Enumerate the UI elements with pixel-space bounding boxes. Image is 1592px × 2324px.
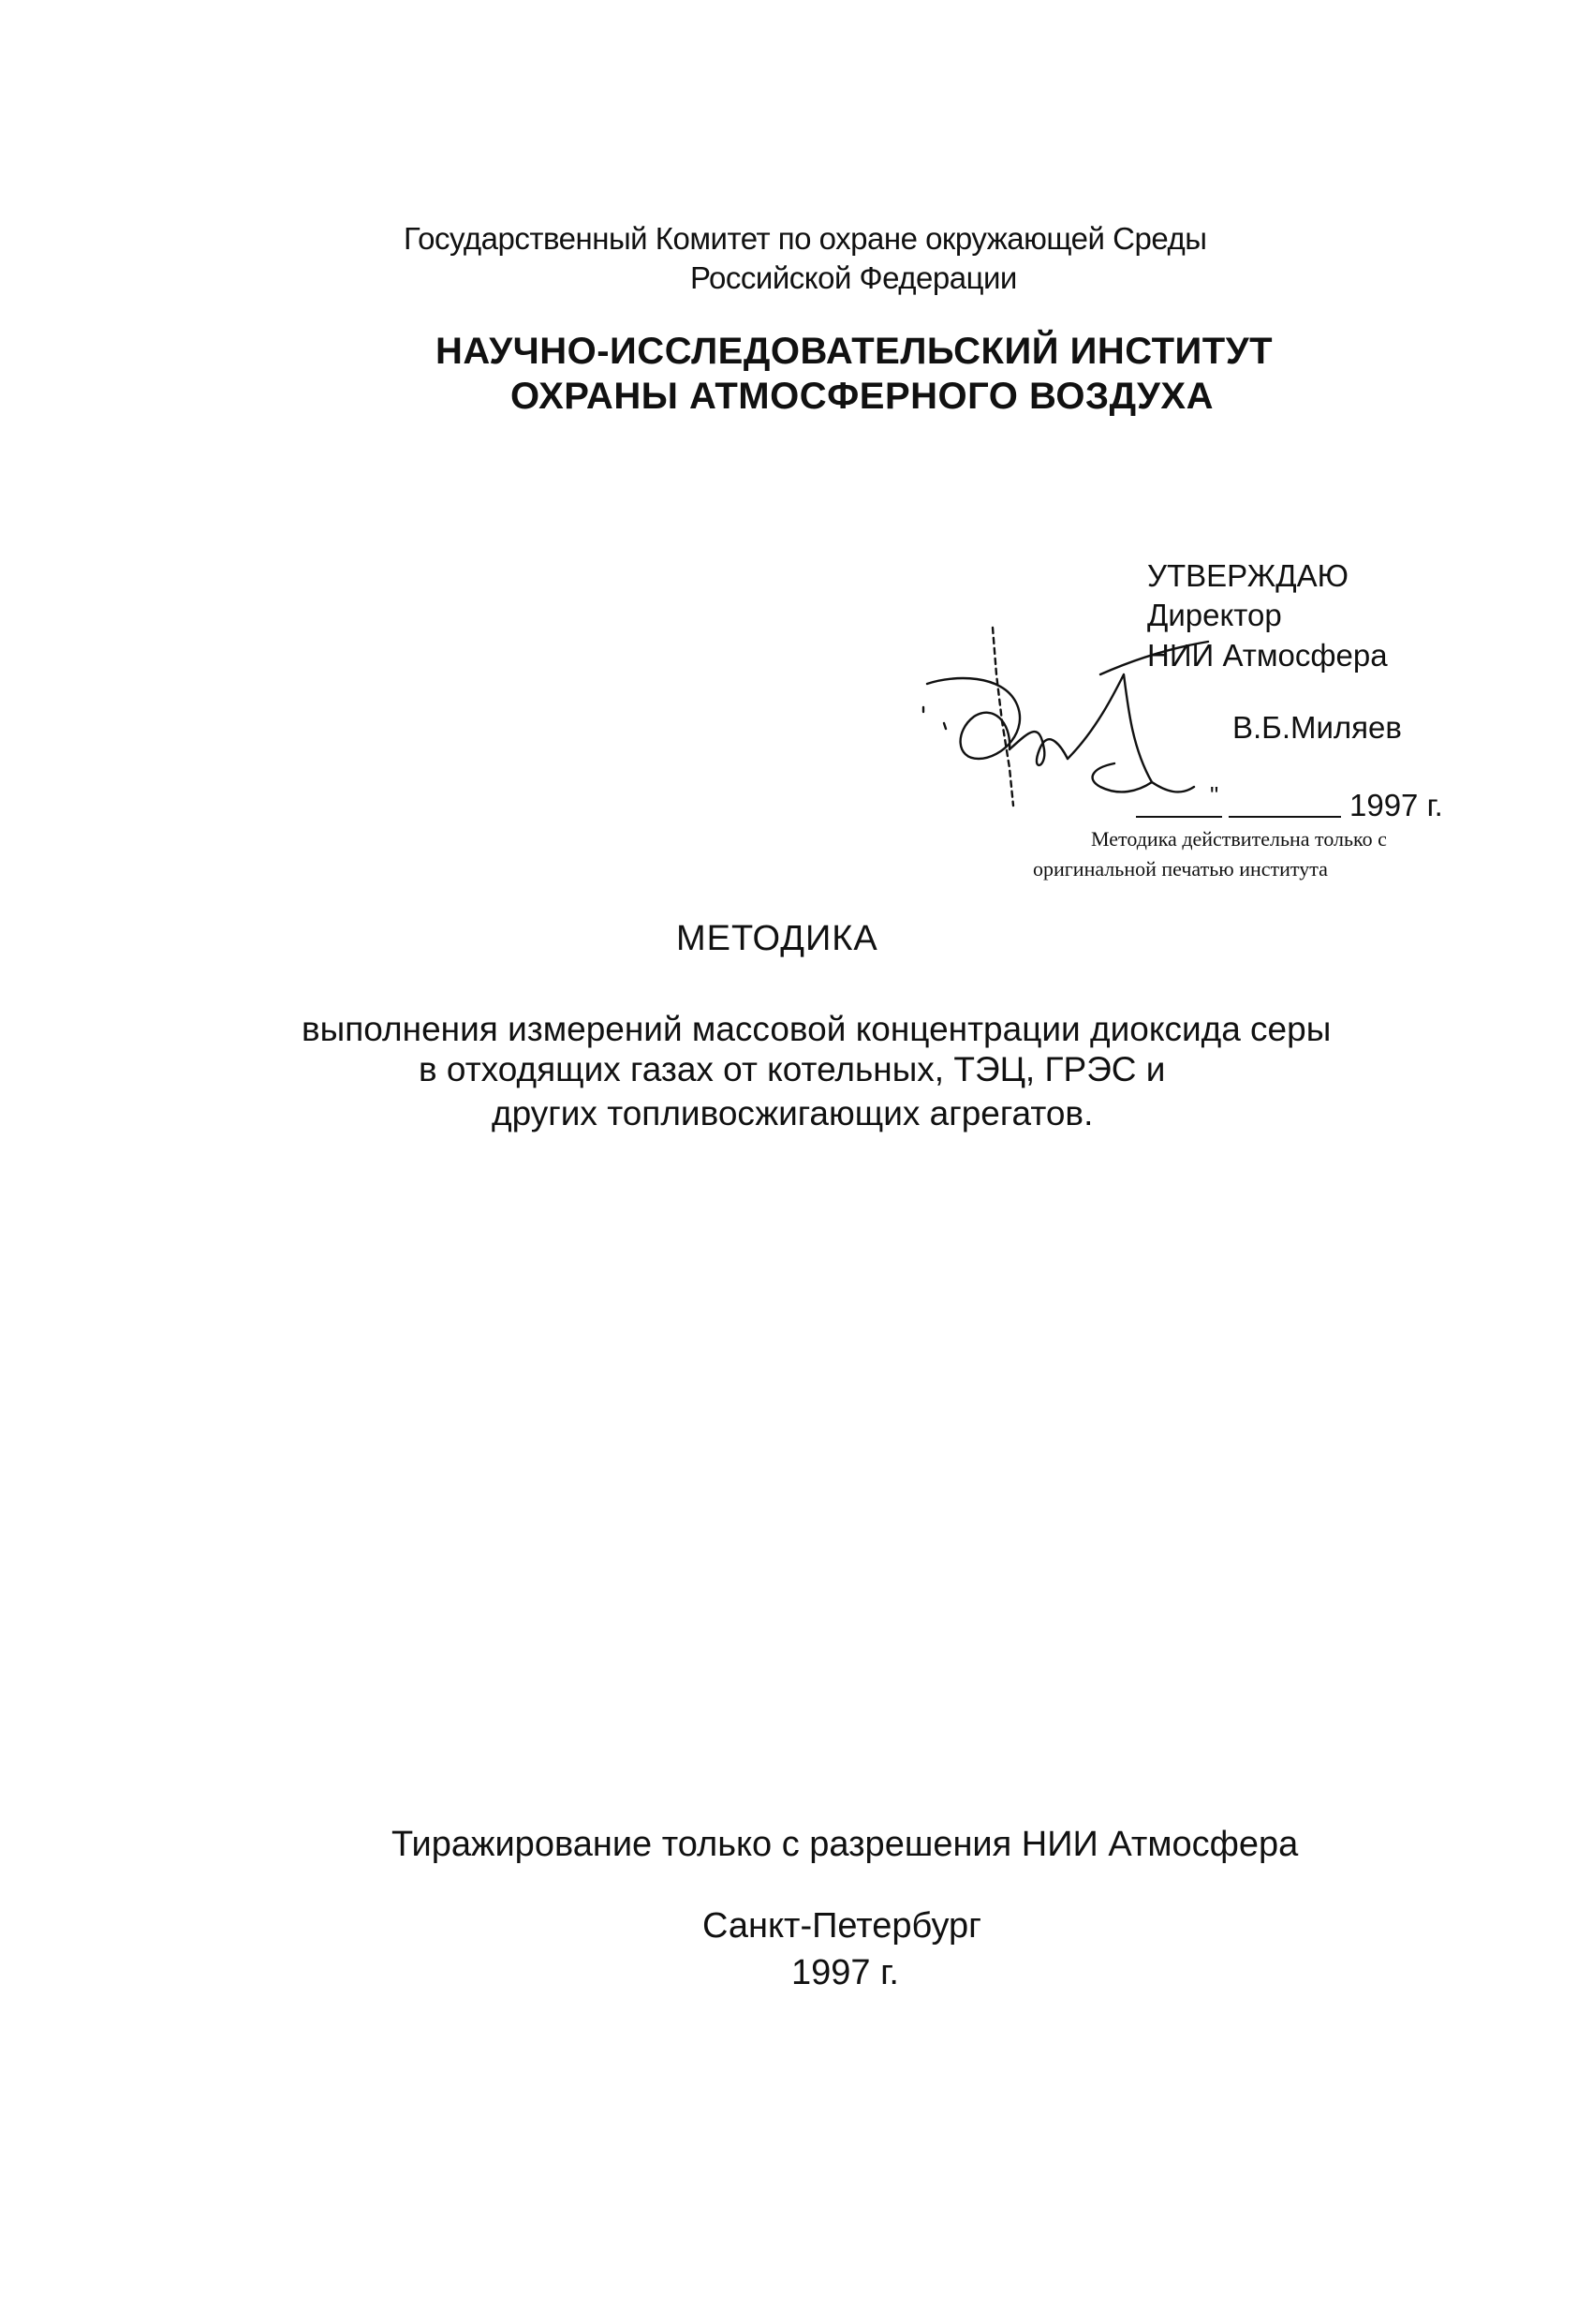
approver-organization: НИИ Атмосфера (1147, 638, 1388, 673)
method-title: МЕТОДИКА (676, 919, 878, 958)
approval-year: 1997 г. (1349, 788, 1443, 822)
method-description-line-1: выполнения измерений массовой концентрации диоксида серы (302, 1010, 1332, 1048)
approver-name: В.Б.Миляев (1232, 710, 1402, 745)
committee-line-1: Государственный Комитет по охране окружающей Среды (404, 221, 1207, 256)
approver-position: Директор (1147, 598, 1282, 632)
institute-line-1: НАУЧНО-ИССЛЕДОВАТЕЛЬСКИЙ ИНСТИТУТ (435, 331, 1274, 372)
method-description-line-3: других топливосжигающих агрегатов. (492, 1094, 1094, 1132)
publication-year: 1997 г. (791, 1953, 899, 1992)
institute-line-2: ОХРАНЫ АТМОСФЕРНОГО ВОЗДУХА (510, 376, 1214, 417)
copy-notice: Тиражирование только с разрешения НИИ Атмосфера (391, 1825, 1299, 1864)
publication-city: Санкт-Петербург (702, 1906, 982, 1946)
director-signature (899, 618, 1274, 843)
committee-line-2: Российской Федерации (690, 260, 1017, 295)
validity-note-line-2: оригинальной печатью института (1033, 857, 1328, 881)
validity-note-line-1: Методика действительна только с (1091, 827, 1387, 851)
method-description-line-2: в отходящих газах от котельных, ТЭЦ, ГРЭС и (419, 1050, 1166, 1088)
approve-label: УТВЕРЖДАЮ (1147, 558, 1349, 593)
date-quote-mark: " (1210, 781, 1219, 809)
